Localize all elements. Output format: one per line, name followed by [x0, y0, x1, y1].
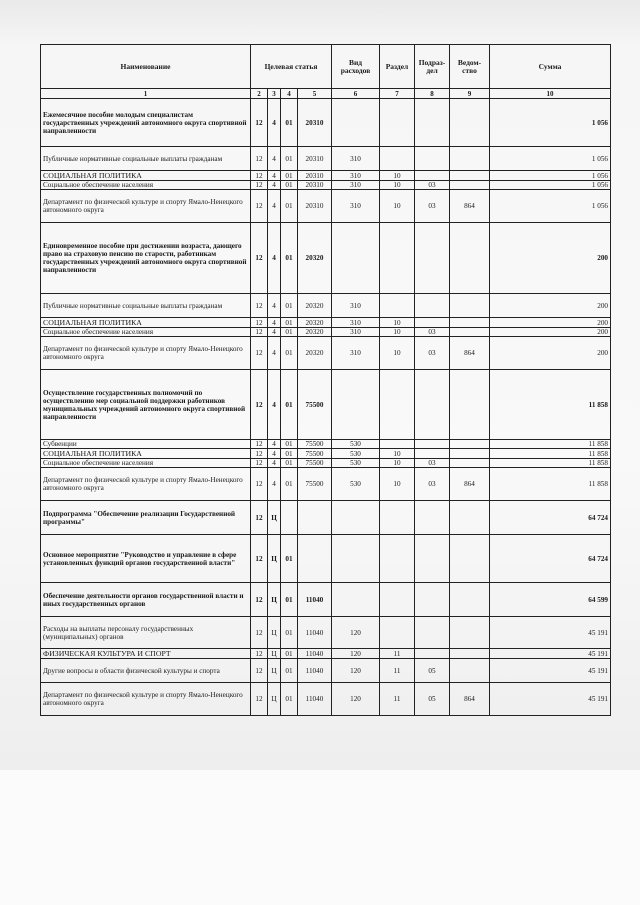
code-subprogram: Ц [268, 659, 281, 683]
subsection-cell [415, 147, 450, 171]
expense-type-cell [332, 370, 380, 440]
code-event: 01 [281, 468, 298, 501]
subsection-cell: 03 [415, 328, 450, 337]
subsection-cell [415, 449, 450, 459]
section-cell [380, 583, 415, 617]
code-program: 12 [251, 683, 268, 716]
row-name: Обеспечение деятельности органов государственной власти и иных государственных органов [41, 583, 251, 617]
header-section: Раздел [380, 45, 415, 89]
column-number: 9 [450, 89, 490, 99]
code-program: 12 [251, 583, 268, 617]
department-cell: 864 [450, 683, 490, 716]
sum-cell: 1 056 [490, 147, 611, 171]
column-number: 6 [332, 89, 380, 99]
row-name: Департамент по физической культуре и спорту Ямало-Ненецкого автономного округа [41, 468, 251, 501]
column-number: 5 [298, 89, 332, 99]
code-program: 12 [251, 328, 268, 337]
section-cell [380, 501, 415, 535]
table-row [41, 294, 611, 318]
sum-cell: 64 724 [490, 535, 611, 583]
table-row [41, 99, 611, 147]
sum-cell: 200 [490, 318, 611, 328]
header-subsection: Подраз-дел [415, 45, 450, 89]
expense-type-cell: 530 [332, 468, 380, 501]
code-direction [298, 501, 332, 535]
table-row [41, 318, 611, 328]
row-name: СОЦИАЛЬНАЯ ПОЛИТИКА [41, 449, 251, 459]
code-program: 12 [251, 501, 268, 535]
code-event: 01 [281, 683, 298, 716]
expense-type-cell [332, 535, 380, 583]
section-cell: 10 [380, 328, 415, 337]
department-cell [450, 181, 490, 190]
code-program: 12 [251, 99, 268, 147]
department-cell [450, 318, 490, 328]
subsection-cell: 03 [415, 181, 450, 190]
sum-cell: 200 [490, 223, 611, 294]
code-subprogram: Ц [268, 501, 281, 535]
code-event: 01 [281, 583, 298, 617]
code-event: 01 [281, 440, 298, 449]
table-row [41, 328, 611, 337]
code-subprogram: Ц [268, 617, 281, 649]
table-row [41, 440, 611, 449]
code-subprogram: 4 [268, 440, 281, 449]
code-program: 12 [251, 190, 268, 223]
sum-cell: 45 191 [490, 617, 611, 649]
section-cell [380, 147, 415, 171]
code-subprogram: 4 [268, 99, 281, 147]
table-row [41, 649, 611, 659]
sum-cell: 45 191 [490, 683, 611, 716]
subsection-cell: 05 [415, 659, 450, 683]
table-row [41, 449, 611, 459]
code-subprogram: 4 [268, 337, 281, 370]
code-subprogram: Ц [268, 583, 281, 617]
section-cell [380, 99, 415, 147]
expense-type-cell: 120 [332, 617, 380, 649]
subsection-cell [415, 223, 450, 294]
code-direction: 20320 [298, 337, 332, 370]
code-event: 01 [281, 459, 298, 468]
code-event: 01 [281, 99, 298, 147]
header-department: Ведом-ство [450, 45, 490, 89]
column-number: 10 [490, 89, 611, 99]
code-program: 12 [251, 440, 268, 449]
column-number-row [41, 89, 611, 99]
expense-type-cell [332, 583, 380, 617]
subsection-cell [415, 649, 450, 659]
expense-type-cell: 310 [332, 328, 380, 337]
subsection-cell [415, 294, 450, 318]
code-subprogram: 4 [268, 181, 281, 190]
department-cell: 864 [450, 468, 490, 501]
row-name: Субвенции [41, 440, 251, 449]
code-direction: 20320 [298, 223, 332, 294]
sum-cell: 64 599 [490, 583, 611, 617]
code-direction: 75500 [298, 370, 332, 440]
subsection-cell [415, 318, 450, 328]
code-subprogram: 4 [268, 318, 281, 328]
section-cell: 11 [380, 683, 415, 716]
code-direction: 20310 [298, 190, 332, 223]
column-number: 3 [268, 89, 281, 99]
table-row [41, 659, 611, 683]
code-event: 01 [281, 337, 298, 370]
row-name: СОЦИАЛЬНАЯ ПОЛИТИКА [41, 318, 251, 328]
expense-type-cell: 310 [332, 181, 380, 190]
code-direction: 20310 [298, 181, 332, 190]
code-event [281, 501, 298, 535]
sum-cell: 11 858 [490, 440, 611, 449]
expense-type-cell: 310 [332, 190, 380, 223]
table-row [41, 171, 611, 181]
expense-type-cell: 310 [332, 337, 380, 370]
code-direction: 20310 [298, 147, 332, 171]
column-number: 8 [415, 89, 450, 99]
code-event: 01 [281, 649, 298, 659]
section-cell: 10 [380, 468, 415, 501]
column-number: 4 [281, 89, 298, 99]
header-row [41, 45, 611, 89]
code-event: 01 [281, 147, 298, 171]
sum-cell: 45 191 [490, 649, 611, 659]
sum-cell: 11 858 [490, 449, 611, 459]
expense-type-cell: 120 [332, 649, 380, 659]
subsection-cell: 03 [415, 459, 450, 468]
code-direction: 11040 [298, 683, 332, 716]
expense-type-cell: 310 [332, 318, 380, 328]
subsection-cell [415, 99, 450, 147]
section-cell [380, 440, 415, 449]
sum-cell: 1 056 [490, 181, 611, 190]
sum-cell: 1 056 [490, 99, 611, 147]
section-cell: 10 [380, 459, 415, 468]
sum-cell: 11 858 [490, 459, 611, 468]
code-subprogram: Ц [268, 649, 281, 659]
department-cell [450, 370, 490, 440]
row-name: СОЦИАЛЬНАЯ ПОЛИТИКА [41, 171, 251, 181]
row-name: Ежемесячное пособие молодым специалистам государственных учреждений автономного округа спортивной направленности [41, 99, 251, 147]
expense-type-cell: 120 [332, 659, 380, 683]
code-direction: 11040 [298, 649, 332, 659]
code-direction: 11040 [298, 659, 332, 683]
sum-cell: 200 [490, 328, 611, 337]
table-row [41, 501, 611, 535]
column-number: 7 [380, 89, 415, 99]
subsection-cell [415, 171, 450, 181]
department-cell: 864 [450, 190, 490, 223]
section-cell: 10 [380, 171, 415, 181]
code-program: 12 [251, 617, 268, 649]
code-subprogram: 4 [268, 449, 281, 459]
sum-cell: 45 191 [490, 659, 611, 683]
code-event: 01 [281, 318, 298, 328]
code-subprogram: 4 [268, 294, 281, 318]
row-name: Другие вопросы в области физической культуры и спорта [41, 659, 251, 683]
table-row [41, 459, 611, 468]
code-program: 12 [251, 147, 268, 171]
code-program: 12 [251, 171, 268, 181]
code-program: 12 [251, 449, 268, 459]
expense-type-cell: 120 [332, 683, 380, 716]
code-event: 01 [281, 181, 298, 190]
code-program: 12 [251, 649, 268, 659]
row-name: Социальное обеспечение населения [41, 328, 251, 337]
expense-type-cell: 530 [332, 459, 380, 468]
code-direction: 11040 [298, 583, 332, 617]
table-row [41, 223, 611, 294]
code-direction: 20320 [298, 328, 332, 337]
subsection-cell [415, 617, 450, 649]
header-expense-type: Вид расходов [332, 45, 380, 89]
department-cell [450, 99, 490, 147]
table-row [41, 181, 611, 190]
department-cell [450, 328, 490, 337]
budget-table [40, 44, 611, 716]
code-direction: 20310 [298, 171, 332, 181]
code-subprogram: Ц [268, 535, 281, 583]
code-program: 12 [251, 294, 268, 318]
department-cell [450, 147, 490, 171]
code-event: 01 [281, 449, 298, 459]
column-number: 1 [41, 89, 251, 99]
expense-type-cell [332, 223, 380, 294]
expense-type-cell: 530 [332, 440, 380, 449]
expense-type-cell [332, 501, 380, 535]
expense-type-cell: 530 [332, 449, 380, 459]
code-subprogram: Ц [268, 683, 281, 716]
table-row [41, 370, 611, 440]
header-sum: Сумма [490, 45, 611, 89]
code-event: 01 [281, 535, 298, 583]
code-event: 01 [281, 617, 298, 649]
code-event: 01 [281, 190, 298, 223]
code-program: 12 [251, 468, 268, 501]
code-event: 01 [281, 294, 298, 318]
code-direction: 20320 [298, 318, 332, 328]
code-program: 12 [251, 181, 268, 190]
code-program: 12 [251, 370, 268, 440]
department-cell [450, 535, 490, 583]
department-cell: 864 [450, 337, 490, 370]
section-cell [380, 223, 415, 294]
code-program: 12 [251, 318, 268, 328]
code-subprogram: 4 [268, 171, 281, 181]
row-name: Основное мероприятие "Руководство и управление в сфере установленных функций органов государственной власти" [41, 535, 251, 583]
department-cell [450, 440, 490, 449]
code-direction: 20320 [298, 294, 332, 318]
section-cell: 10 [380, 190, 415, 223]
department-cell [450, 617, 490, 649]
row-name: Публичные нормативные социальные выплаты гражданам [41, 294, 251, 318]
code-subprogram: 4 [268, 223, 281, 294]
code-program: 12 [251, 223, 268, 294]
code-direction: 75500 [298, 459, 332, 468]
row-name: Подпрограмма "Обеспечение реализации Государственной программы" [41, 501, 251, 535]
row-name: Расходы на выплаты персоналу государственных (муниципальных) органов [41, 617, 251, 649]
sum-cell: 1 056 [490, 171, 611, 181]
sum-cell: 1 056 [490, 190, 611, 223]
sum-cell: 200 [490, 337, 611, 370]
row-name: Департамент по физической культуре и спорту Ямало-Ненецкого автономного округа [41, 337, 251, 370]
row-name: Социальное обеспечение населения [41, 459, 251, 468]
row-name: Департамент по физической культуре и спорту Ямало-Ненецкого автономного округа [41, 683, 251, 716]
subsection-cell: 03 [415, 468, 450, 501]
code-direction [298, 535, 332, 583]
department-cell [450, 649, 490, 659]
code-direction: 11040 [298, 617, 332, 649]
sum-cell: 11 858 [490, 370, 611, 440]
code-event: 01 [281, 223, 298, 294]
subsection-cell [415, 583, 450, 617]
section-cell: 10 [380, 318, 415, 328]
header-name: Наименование [41, 45, 251, 89]
expense-type-cell: 310 [332, 294, 380, 318]
code-direction: 20310 [298, 99, 332, 147]
department-cell [450, 294, 490, 318]
department-cell [450, 449, 490, 459]
row-name: Департамент по физической культуре и спорту Ямало-Ненецкого автономного округа [41, 190, 251, 223]
code-direction: 75500 [298, 468, 332, 501]
code-subprogram: 4 [268, 468, 281, 501]
subsection-cell: 03 [415, 190, 450, 223]
table-row [41, 147, 611, 171]
code-program: 12 [251, 659, 268, 683]
section-cell: 10 [380, 181, 415, 190]
section-cell [380, 294, 415, 318]
subsection-cell: 05 [415, 683, 450, 716]
department-cell [450, 171, 490, 181]
code-program: 12 [251, 535, 268, 583]
department-cell [450, 223, 490, 294]
code-event: 01 [281, 171, 298, 181]
department-cell [450, 501, 490, 535]
code-event: 01 [281, 370, 298, 440]
expense-type-cell [332, 99, 380, 147]
code-subprogram: 4 [268, 328, 281, 337]
code-direction: 75500 [298, 449, 332, 459]
table-row [41, 583, 611, 617]
row-name: Публичные нормативные социальные выплаты гражданам [41, 147, 251, 171]
column-number: 2 [251, 89, 268, 99]
code-direction: 75500 [298, 440, 332, 449]
table-row [41, 190, 611, 223]
section-cell: 10 [380, 449, 415, 459]
table-row [41, 468, 611, 501]
code-subprogram: 4 [268, 147, 281, 171]
code-program: 12 [251, 459, 268, 468]
sum-cell: 11 858 [490, 468, 611, 501]
subsection-cell: 03 [415, 337, 450, 370]
row-name: Осуществление государственных полномочий по осуществлению мер социальной поддержки работников муниципальных учреждений автономного округа спортивной направленности [41, 370, 251, 440]
section-cell: 11 [380, 659, 415, 683]
table-row [41, 535, 611, 583]
section-cell [380, 535, 415, 583]
code-event: 01 [281, 328, 298, 337]
sum-cell: 200 [490, 294, 611, 318]
department-cell [450, 583, 490, 617]
table-row [41, 617, 611, 649]
row-name: Единовременное пособие при достижении возраста, дающего право на страховую пенсию по старости, работникам государственных учреждений автономного округа спортивной направленности [41, 223, 251, 294]
section-cell [380, 617, 415, 649]
section-cell: 10 [380, 337, 415, 370]
header-target-article: Целевая статья [251, 45, 332, 89]
department-cell [450, 459, 490, 468]
row-name: Социальное обеспечение населения [41, 181, 251, 190]
code-program: 12 [251, 337, 268, 370]
subsection-cell [415, 535, 450, 583]
code-subprogram: 4 [268, 190, 281, 223]
section-cell: 11 [380, 649, 415, 659]
row-name: ФИЗИЧЕСКАЯ КУЛЬТУРА И СПОРТ [41, 649, 251, 659]
sum-cell: 64 724 [490, 501, 611, 535]
subsection-cell [415, 370, 450, 440]
table-row [41, 337, 611, 370]
code-subprogram: 4 [268, 459, 281, 468]
subsection-cell [415, 501, 450, 535]
code-event: 01 [281, 659, 298, 683]
expense-type-cell: 310 [332, 147, 380, 171]
expense-type-cell: 310 [332, 171, 380, 181]
department-cell [450, 659, 490, 683]
table-row [41, 683, 611, 716]
code-subprogram: 4 [268, 370, 281, 440]
section-cell [380, 370, 415, 440]
subsection-cell [415, 440, 450, 449]
